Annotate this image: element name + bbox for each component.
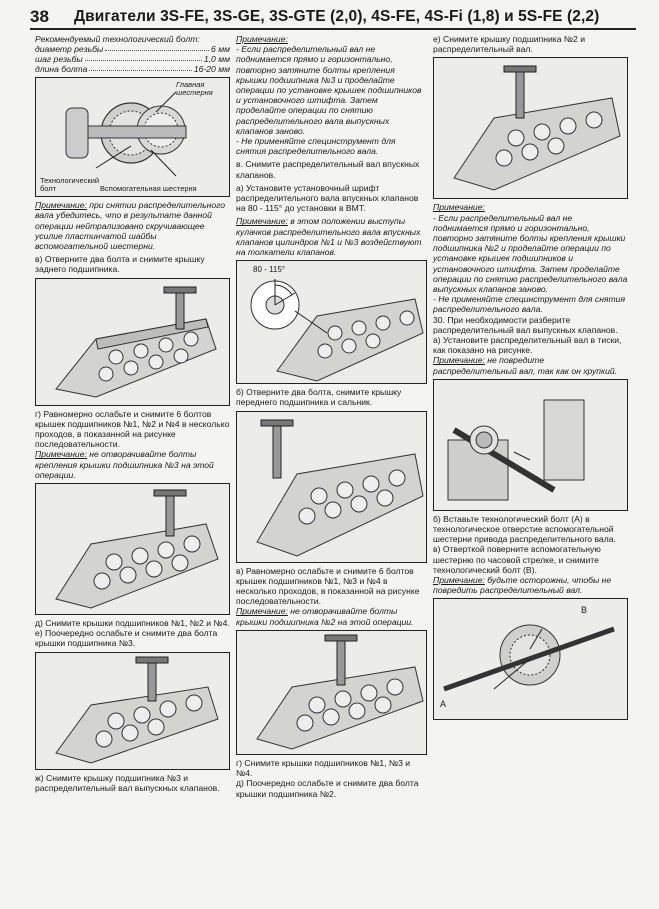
note-item: - Не применяйте специнструмент для снятия распределительного вала. <box>236 136 396 157</box>
note-item: - Если распределительный вал не поднимается прямо и горизонтально, повторно затяните болты крепления крышки подшипника №3 и проделайте операции по установке крышек подшипников и установочного штифта. Затем проделайте операции по снятию распределительного вала выпускных клапанов заново. <box>236 44 422 136</box>
label-angle: 80 - 115° <box>253 265 285 275</box>
figure-gear-screwdriver <box>433 598 628 720</box>
step-g: г) Снимите крышки подшипников №1, №3 и №4. <box>236 757 411 779</box>
spec-title: Рекомендуемый технологический болт: <box>35 34 200 44</box>
figure-front-bearing-cap <box>236 411 427 563</box>
step-e: е) Снимите крышку подшипника №2 и распределительный вал. <box>433 34 586 55</box>
column-left <box>35 34 230 793</box>
column-right <box>433 34 628 723</box>
step-a: а) Установите распределительный вал в тиски, как показано на рисунке. <box>433 335 622 356</box>
step-v: в) Равномерно ослабьте и снимите 6 болтов крышек подшипников №1, №3 и №4 в несколько проходов, в показанной на рисунке последовательности. <box>236 565 420 607</box>
note-heading: Примечание: <box>236 34 288 44</box>
figure-rear-bearing-cap <box>35 278 230 406</box>
step-zh: ж) Снимите крышку подшипника №3 и распределительный вал выпускных клапанов. <box>35 772 220 793</box>
step-g: г) Равномерно ослабьте и снимите 6 болтов крышек подшипников №1, №2 и №4 в несколько проходов, в показанной на рисунке последовательности. <box>35 408 230 450</box>
figure-camshaft-in-vise <box>433 379 628 511</box>
step-b: б) Отверните два болта, снимите крышку переднего подшипника и сальник. <box>236 387 402 408</box>
page-header <box>30 6 636 30</box>
step-v: в) Отверткой поверните вспомогательную шестерню по часовой стрелке, и снимите технологический болт (В). <box>433 544 601 575</box>
step-a: а) Установите установочный шрифт распределительного вала впускных клапанов на 80 - 115° до установки в ВМТ. <box>236 182 419 214</box>
label-a: A <box>440 699 447 710</box>
figure-gear-tech-bolt <box>35 77 230 197</box>
step-b: б) Вставьте технологический болт (А) в технологическое отверстие вспомогательной шестерни привода распределительного вала. <box>433 513 616 545</box>
spec-row: шаг резьбы 1,0 мм <box>35 54 230 65</box>
step-30: 30. При необходимости разберите распределительный вал выпускных клапанов. <box>433 314 618 335</box>
note-3: Примечание: не отворачивайте болты крышки подшипника №2 на этой операции. <box>236 606 414 627</box>
label-main-gear: Главная шестерня <box>176 80 213 98</box>
label-b: B <box>580 605 587 616</box>
note-item: - Не применяйте специнструмент для снятия распределительного вала. <box>433 294 626 315</box>
section-b: в. Снимите распределительный вал впускных клапанов. <box>236 159 420 180</box>
step-e: е) Поочередно ослабьте и снимите два болта крышки подшипника №3. <box>35 628 218 649</box>
figure-bearing-caps-sequence-2 <box>236 630 427 755</box>
spec-row: диаметр резьбы 6 мм <box>35 44 230 55</box>
step-v: в) Отверните два болта и снимите крышку заднего подшипника. <box>35 254 205 275</box>
figure-bearing-caps-sequence <box>35 483 230 615</box>
note-2: Примечание: в этом положении выступы кулачков распределительного вала впускных клапанов цилиндров №1 и №3 воздействуют на толкатели клапанов. <box>236 216 422 258</box>
step-d: д) Поочередно ослабьте и снимите два болта крышки подшипника №2. <box>236 778 419 799</box>
figure-intake-camshaft-angle <box>236 260 427 384</box>
label-aux-gear: Вспомогательная шестерня <box>100 184 197 194</box>
note-1: Примечание: при снятии распределительного вала убедитесь, что в результате данной операции нейтрализовано скручивающее усилие пластинчатой шайбы вспомогательной шестерни. <box>35 200 226 252</box>
note-heading: Примечание: <box>433 202 485 213</box>
note-3: Примечание: будьте осторожны, чтобы не повредить распределительный вал. <box>433 575 612 596</box>
note-2: Примечание: не повредите распределительный вал, так как он хрупкий. <box>433 355 618 376</box>
label-tech-bolt: Технологический болт <box>40 176 100 194</box>
figure-bearing-cap-2 <box>433 57 628 199</box>
note-2: Примечание: не отворачивайте болты крепления крышки подшипника №3 на этой операции. <box>35 449 214 480</box>
step-d: д) Снимите крышки подшипников №1, №2 и №4. <box>35 618 230 629</box>
spec-row: длина болта 16-20 мм <box>35 64 230 75</box>
page-title: Двигатели 3S-FE, 3S-GE, 3S-GTE (2,0), 4S-FE, 4S-Fi (1,8) и 5S-FE (2,2) <box>74 8 600 25</box>
column-middle <box>236 34 427 799</box>
page-number: 38 <box>30 7 49 26</box>
figure-bearing-cap-3 <box>35 652 230 770</box>
note-item: - Если распределительный вал не поднимается прямо и горизонтально, повторно затяните болты крепления крышки подшипника №2 и проделайте операции по установке крышек подшипников и установочного штифта. Затем проделайте операции по снятию распределительного вала выпускных клапанов заново. <box>433 212 628 295</box>
